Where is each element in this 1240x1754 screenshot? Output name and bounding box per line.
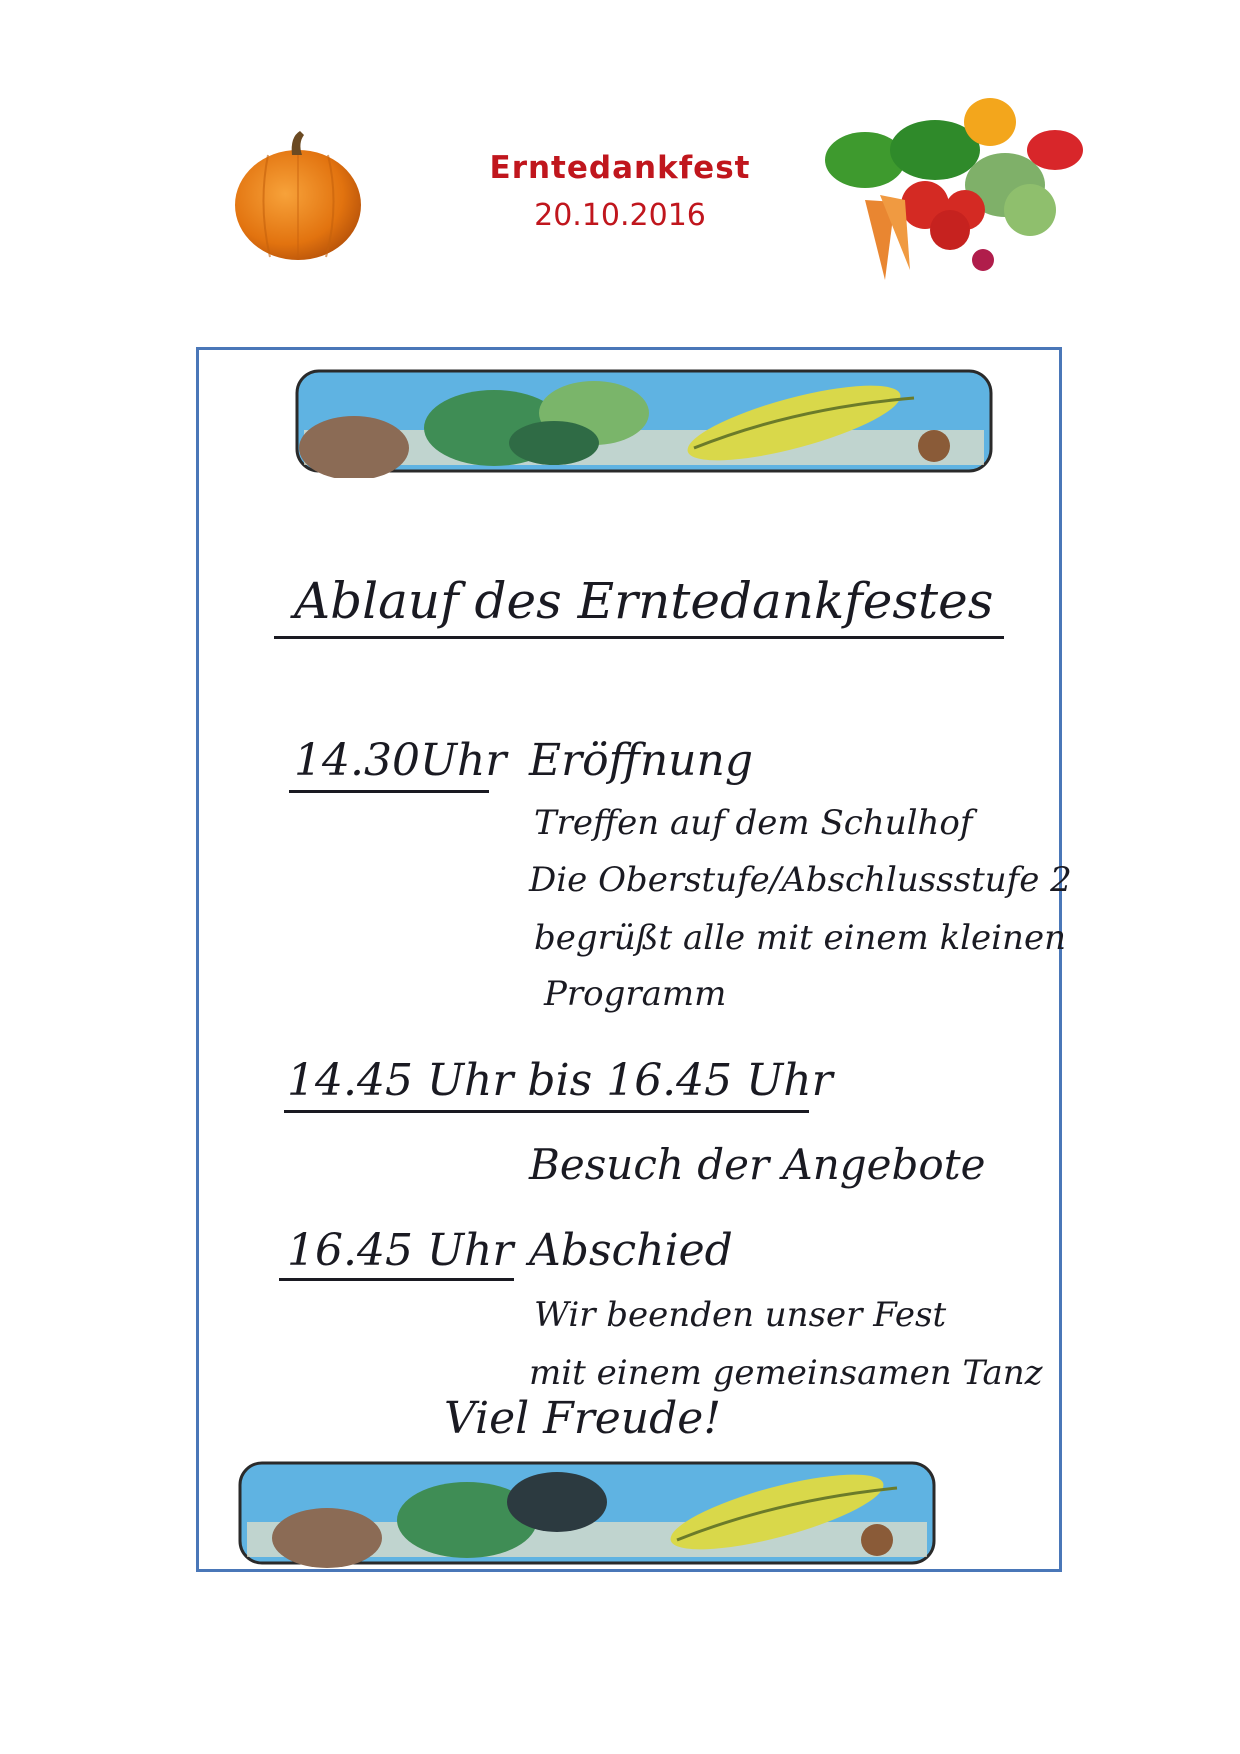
time-underline: [279, 1278, 514, 1281]
schedule-description: Treffen auf dem Schulhof: [534, 803, 973, 843]
schedule-description: begrüßt alle mit einem kleinen: [534, 918, 1066, 958]
top-illustration-banner: [294, 368, 994, 478]
schedule-description: Besuch der Angebote: [529, 1140, 986, 1189]
schedule-time: 14.45 Uhr bis 16.45 Uhr: [287, 1055, 833, 1106]
closing-note: Viel Freude!: [444, 1393, 721, 1444]
schedule-time: 14.30Uhr: [294, 735, 507, 786]
page-title: Erntedankfest: [489, 150, 751, 186]
schedule-description: Programm: [544, 974, 727, 1014]
schedule-time: 16.45 Uhr: [287, 1225, 514, 1276]
schedule-event: Abschied: [529, 1225, 733, 1276]
schedule-description: mit einem gemeinsamen Tanz: [529, 1353, 1043, 1393]
time-underline: [289, 790, 489, 793]
heading-underline: [274, 636, 1004, 639]
vegetables-icon: [805, 90, 1090, 290]
bottom-illustration-banner: [237, 1460, 937, 1570]
time-underline: [284, 1110, 809, 1113]
schedule-card: [196, 347, 1072, 1572]
schedule-event: Eröffnung: [529, 735, 753, 786]
event-date: 20.10.2016: [534, 198, 706, 233]
schedule-heading: Ablauf des Erntedankfestes: [294, 572, 994, 630]
schedule-description: Die Oberstufe/Abschlussstufe 2: [529, 860, 1072, 900]
pumpkin-icon: [228, 125, 368, 265]
schedule-description: Wir beenden unser Fest: [534, 1295, 947, 1335]
